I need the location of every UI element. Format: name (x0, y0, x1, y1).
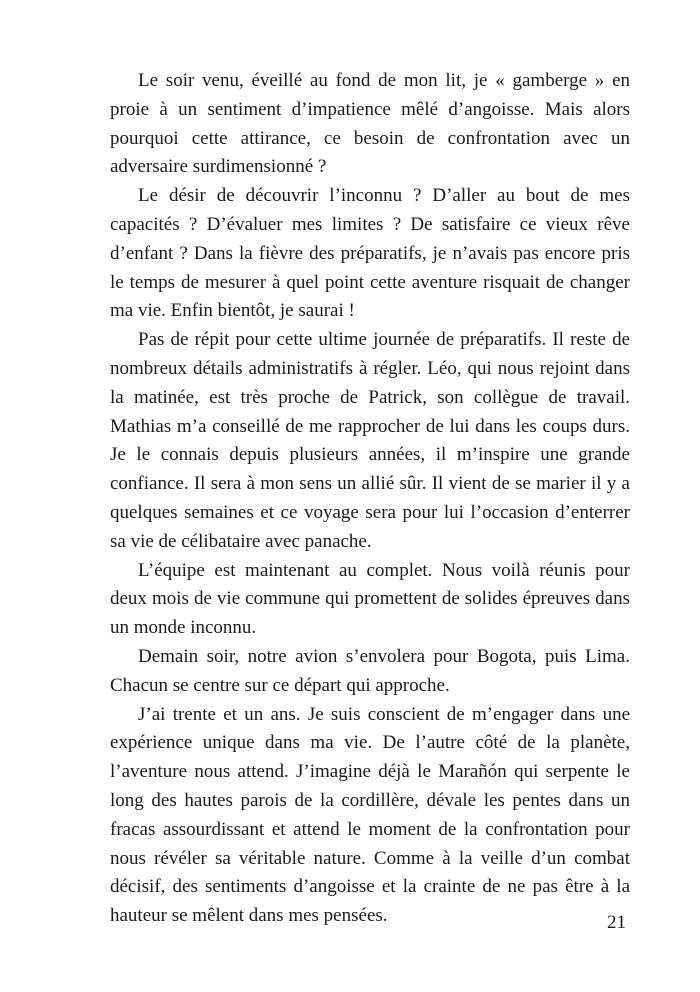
page-body (110, 67, 630, 931)
paragraph: Demain soir, notre avion s’envolera pour Bogota, puis Lima. Chacun se centre sur ce départ qui approche. (110, 645, 630, 696)
paragraph: Le soir venu, éveillé au fond de mon lit, je « gamberge » en proie à un sentiment d’impatience mêlé d’angoisse. Mais alors pourquoi cette attirance, ce besoin de confrontation avec un adversaire surdimensionné ? (110, 70, 630, 178)
paragraph: L’équipe est maintenant au complet. Nous voilà réunis pour deux mois de vie commune qui promettent de solides épreuves dans un monde inconnu. (110, 559, 630, 639)
paragraph: Le désir de découvrir l’inconnu ? D’aller au bout de mes capacités ? D’évaluer mes limites ? De satisfaire ce vieux rêve d’enfant ? Dans la fièvre des préparatifs, je n’avais pas encore pris le temps de mesurer à quel point cette aventure risquait de changer ma vie. Enfin bientôt, je saurai ! (110, 185, 630, 322)
paragraph: J’ai trente et un ans. Je suis conscient de m’engager dans une expérience unique dans ma vie. De l’autre côté de la planète, l’aventure nous attend. J’imagine déjà le Marañón qui serpente le long des hautes parois de la cordillère, dévale les pentes dans un fracas assourdissant et attend le moment de la confrontation pour nous révéler sa véritable nature. Comme à la veille d’un combat décisif, des sentiments d’angoisse et la crainte de ne pas être à la hauteur se mêlent dans mes pensées. (110, 703, 630, 927)
page-number: 21 (607, 912, 626, 933)
paragraph: Pas de répit pour cette ultime journée de préparatifs. Il reste de nombreux détails administratifs à régler. Léo, qui nous rejoint dans la matinée, est très proche de Patrick, son collègue de travail. Mathias m’a conseillé de me rapprocher de lui dans les coups durs. Je le connais depuis plusieurs années, il m’inspire une grande confiance. Il sera à mon sens un allié sûr. Il vient de se marier il y a quelques semaines et ce voyage sera pour lui l’occasion d’enterrer sa vie de célibataire avec panache. (110, 329, 630, 552)
